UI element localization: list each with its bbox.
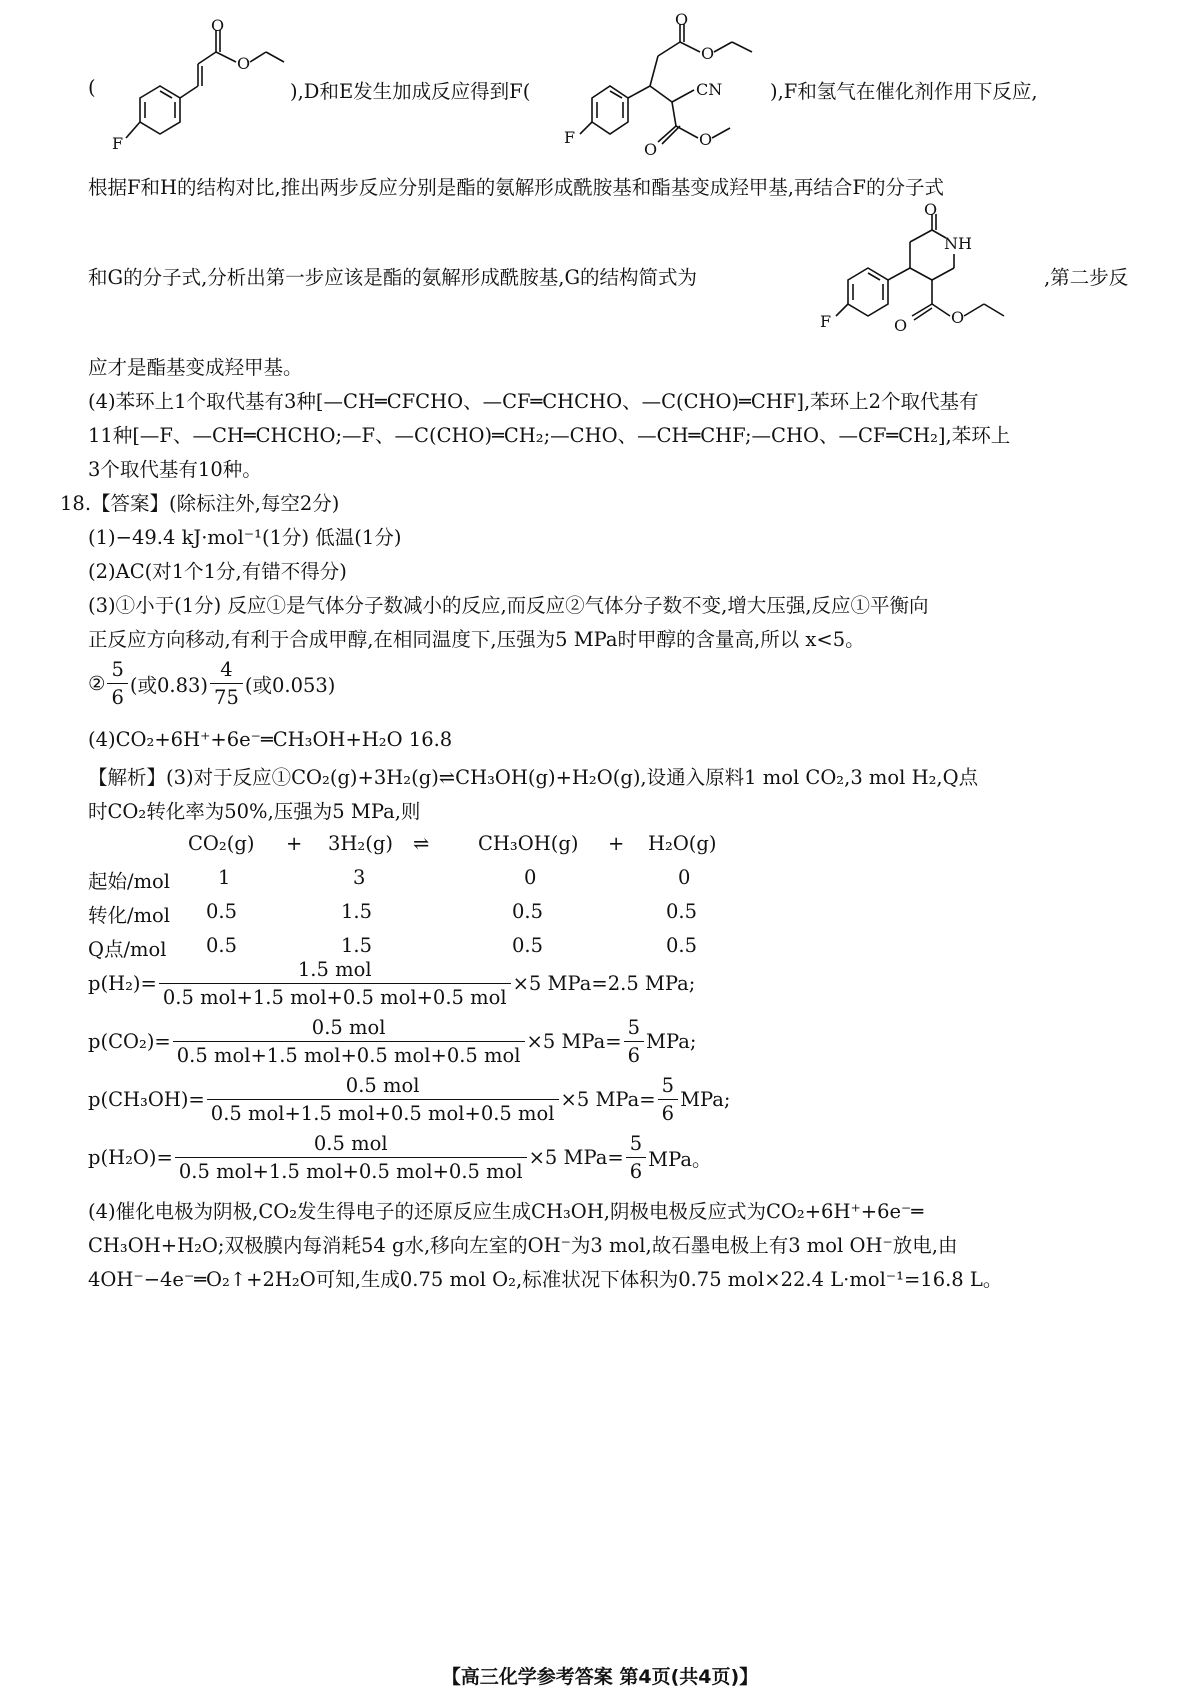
oxygen-label: O xyxy=(237,54,251,73)
oxygen-label: O xyxy=(924,200,938,219)
analysis-line: 4OH⁻−4e⁻═O₂↑+2H₂O可知,生成0.75 mol O₂,标准状况下体积为0.75 mol×22.4 L·mol⁻¹=16.8 L。 xyxy=(88,1268,1003,1291)
nh-label: NH xyxy=(944,234,972,253)
analysis-line: 时CO₂转化率为50%,压强为5 MPa,则 xyxy=(88,800,421,823)
answer-line: (4)CO₂+6H⁺+6e⁻═CH₃OH+H₂O 16.8 xyxy=(88,728,453,751)
text-end: ),F和氢气在催化剂作用下反应, xyxy=(770,80,1038,103)
analysis-line: (4)催化电极为阴极,CO₂发生得电子的还原反应生成CH₃OH,阴极电极反应式为CO₂+6H⁺+6e⁻═ xyxy=(88,1200,924,1223)
answer-line: 正反应方向移动,有利于合成甲醇,在相同温度下,压强为5 MPa时甲醇的含量高,所以 x<5。 xyxy=(88,628,865,651)
oxygen-label: O xyxy=(675,10,689,29)
answer-line: (2)AC(对1个1分,有错不得分) xyxy=(88,560,347,583)
fluorine-label: F xyxy=(564,128,576,147)
fraction: $\frac{5}{6}$ xyxy=(107,658,127,709)
oxygen-label: O xyxy=(951,308,965,327)
table-header-row: CO₂(g) + 3H₂(g) ⇌ CH₃OH(g) + H₂O(g) xyxy=(188,832,717,855)
paragraph-end: ,第二步反 xyxy=(1044,266,1129,289)
analysis-line: 【解析】(3)对于反应①CO₂(g)+3H₂(g)⇌CH₃OH(g)+H₂O(g),设通入原料1 mol CO₂,3 mol H₂,Q点 xyxy=(88,766,979,789)
oxygen-label: O xyxy=(644,140,658,159)
table-row: 转化/mol 0.5 1.5 0.5 0.5 xyxy=(88,900,698,927)
text-mid: ),D和E发生加成反应得到F( xyxy=(290,80,531,103)
oxygen-label: O xyxy=(699,130,713,149)
answer-text: (或0.83) xyxy=(129,673,209,697)
circled-two: ② xyxy=(88,672,106,695)
fluorine-label: F xyxy=(112,134,124,153)
cyano-label: CN xyxy=(696,80,723,99)
pressure-equation: p(CH₃OH)= $\frac{\text{0.5 mol}}{\text{0.5 mol+1.5 mol+0.5 mol+0.5 mol}}$ ×5 MPa= $\frac{5}{6}$ MPa; xyxy=(88,1074,731,1125)
paragraph-line: 和G的分子式,分析出第一步应该是酯的氨解形成酰胺基,G的结构简式为 xyxy=(88,266,698,289)
answer-line: (1)−49.4 kJ·mol⁻¹(1分) 低温(1分) xyxy=(88,526,402,549)
paragraph-line: 应才是酯基变成羟甲基。 xyxy=(88,356,303,379)
page-footer: 【高三化学参考答案 第4页(共4页)】 xyxy=(441,1666,759,1688)
pressure-equation: p(CO₂)= $\frac{\text{0.5 mol}}{\text{0.5 mol+1.5 mol+0.5 mol+0.5 mol}}$ ×5 MPa= $\frac{5}{6}$ MPa; xyxy=(88,1016,697,1067)
table-row: Q点/mol 0.5 1.5 0.5 0.5 xyxy=(88,934,698,961)
table-row: 起始/mol 1 3 0 0 xyxy=(88,866,691,893)
molecule-f-structure xyxy=(560,10,760,160)
pressure-equation: p(H₂O)= $\frac{\text{0.5 mol}}{\text{0.5 mol+1.5 mol+0.5 mol+0.5 mol}}$ ×5 MPa= $\frac{5}{6}$ MPa。 xyxy=(88,1132,712,1183)
oxygen-label: O xyxy=(701,44,715,63)
molecule-e-structure xyxy=(98,16,288,156)
molecule-g-structure xyxy=(820,200,1028,360)
pressure-equation: p(H₂)= $\frac{\text{1.5 mol}}{\text{0.5 mol+1.5 mol+0.5 mol+0.5 mol}}$ ×5 MPa=2.5 MPa; xyxy=(88,958,696,1009)
oxygen-label: O xyxy=(894,316,908,335)
oxygen-label: O xyxy=(211,16,225,35)
paragraph-line: 根据F和H的结构对比,推出两步反应分别是酯的氨解形成酰胺基和酯基变成羟甲基,再结合F的分子式 xyxy=(88,176,944,199)
question-18-title: 18.【答案】(除标注外,每空2分) xyxy=(60,492,340,515)
fraction: $\frac{4}{75}$ xyxy=(210,658,243,709)
answer-4-line: 3个取代基有10种。 xyxy=(88,458,262,481)
answer-line: (3)①小于(1分) 反应①是气体分子数减小的反应,而反应②气体分子数不变,增大压强,反应①平衡向 xyxy=(88,594,929,617)
analysis-line: CH₃OH+H₂O;双极膜内每消耗54 g水,移向左室的OH⁻为3 mol,故石墨电极上有3 mol OH⁻放电,由 xyxy=(88,1234,958,1257)
answer-fractions-line xyxy=(88,658,335,709)
fluorine-label: F xyxy=(820,312,832,331)
open-paren: ( xyxy=(88,76,96,99)
answer-4-line: (4)苯环上1个取代基有3种[—CH═CFCHO、—CF═CHCHO、—C(CHO)═CHF],苯环上2个取代基有 xyxy=(88,390,979,413)
answer-text: (或0.053) xyxy=(244,673,336,697)
answer-4-line: 11种[—F、—CH═CHCHO;—F、—C(CHO)═CH₂;—CHO、—CH═CHF;—CHO、—CF═CH₂],苯环上 xyxy=(88,424,1011,447)
